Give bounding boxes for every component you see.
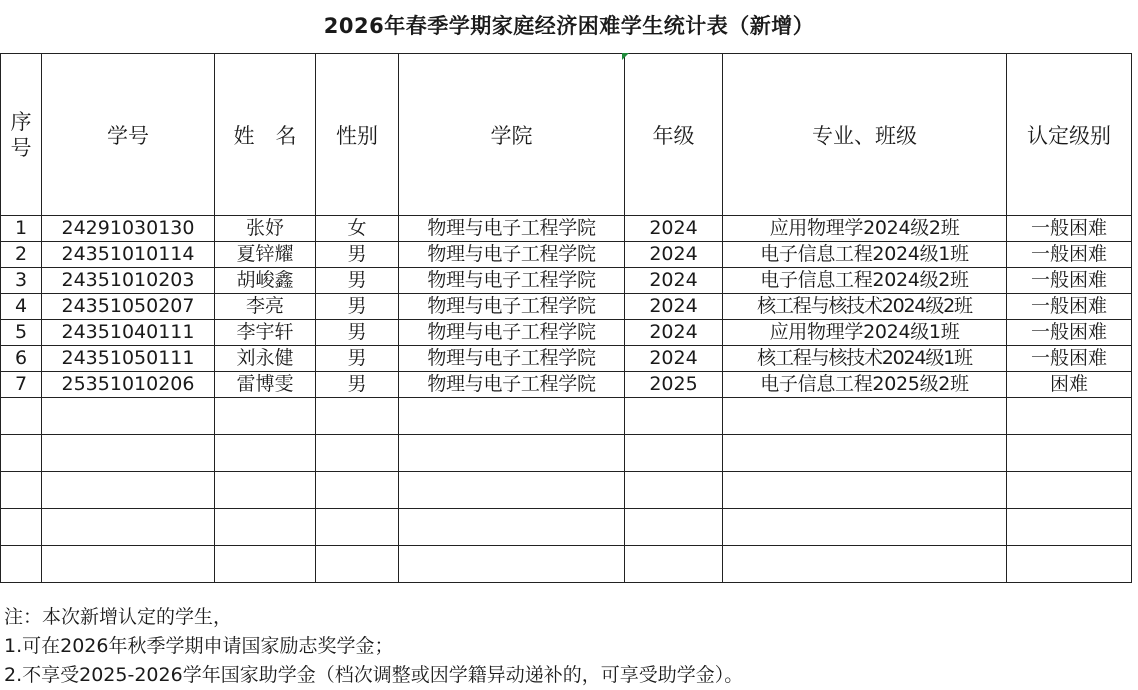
cell-name[interactable]: 胡峻鑫 (215, 268, 316, 294)
cell-college[interactable]: 物理与电子工程学院 (399, 294, 625, 320)
cell-seq[interactable]: 5 (1, 320, 42, 346)
sheet-title: 2026年春季学期家庭经济困难学生统计表（新增） (323, 14, 815, 38)
cell-major-class[interactable]: 电子信息工程2024级1班 (723, 242, 1007, 268)
cell-seq[interactable]: 6 (1, 346, 42, 372)
header-name[interactable]: 姓 名 (215, 54, 316, 216)
cell-college[interactable]: 物理与电子工程学院 (399, 268, 625, 294)
empty-cell[interactable] (316, 472, 399, 509)
cell-college[interactable]: 物理与电子工程学院 (399, 320, 625, 346)
empty-cell[interactable] (1, 398, 42, 435)
cell-grade[interactable]: 2024 (625, 294, 723, 320)
empty-cell[interactable] (42, 546, 215, 583)
note-line: 1.可在2026年秋季学期申请国家励志奖学金； (4, 635, 394, 657)
cell-level[interactable]: 一般困难 (1007, 242, 1132, 268)
cell-grade[interactable]: 2024 (625, 242, 723, 268)
header-row (1, 54, 1132, 216)
cell-student-id[interactable]: 24291030130 (42, 216, 215, 242)
cell-gender[interactable]: 男 (316, 242, 399, 268)
empty-row (1, 472, 1132, 509)
empty-cell[interactable] (215, 435, 316, 472)
table-row (1, 294, 1132, 320)
cell-gender[interactable]: 女 (316, 216, 399, 242)
cell-student-id[interactable]: 24351010203 (42, 268, 215, 294)
student-table (0, 53, 1132, 583)
cell-seq[interactable]: 2 (1, 242, 42, 268)
empty-row (1, 398, 1132, 435)
cell-name[interactable]: 李亮 (215, 294, 316, 320)
cell-major-class[interactable]: 核工程与核技术2024级1班 (723, 346, 1007, 372)
empty-row (1, 435, 1132, 472)
cell-grade[interactable]: 2024 (625, 320, 723, 346)
empty-cell[interactable] (723, 509, 1007, 546)
empty-cell[interactable] (1, 509, 42, 546)
cell-college[interactable]: 物理与电子工程学院 (399, 216, 625, 242)
cell-seq[interactable]: 3 (1, 268, 42, 294)
header-seq[interactable] (1, 54, 42, 216)
empty-cell[interactable] (625, 472, 723, 509)
empty-cell[interactable] (625, 509, 723, 546)
header-grade[interactable]: 年级 (625, 54, 723, 216)
cell-grade[interactable]: 2024 (625, 216, 723, 242)
table-row (1, 268, 1132, 294)
empty-cell[interactable] (316, 509, 399, 546)
empty-cell[interactable] (1, 435, 42, 472)
empty-cell[interactable] (1007, 435, 1132, 472)
header-student-id[interactable]: 学号 (42, 54, 215, 216)
empty-cell[interactable] (1007, 546, 1132, 583)
cell-grade[interactable]: 2024 (625, 346, 723, 372)
empty-cell[interactable] (316, 398, 399, 435)
empty-cell[interactable] (399, 546, 625, 583)
note-line: 注：本次新增认定的学生， (4, 606, 233, 628)
cell-gender[interactable]: 男 (316, 294, 399, 320)
table-row (1, 216, 1132, 242)
header-college[interactable]: 学院 (399, 54, 625, 216)
empty-cell[interactable] (42, 398, 215, 435)
cell-student-id[interactable]: 24351050111 (42, 346, 215, 372)
header-gender[interactable]: 性别 (316, 54, 399, 216)
empty-cell[interactable] (42, 509, 215, 546)
cell-major-class[interactable]: 应用物理学2024级2班 (723, 216, 1007, 242)
table-row (1, 372, 1132, 398)
cell-grade[interactable]: 2024 (625, 268, 723, 294)
cell-comment-marker (622, 53, 629, 60)
cell-level[interactable]: 一般困难 (1007, 346, 1132, 372)
cell-level[interactable]: 困难 (1007, 372, 1132, 398)
empty-row (1, 509, 1132, 546)
cell-college[interactable]: 物理与电子工程学院 (399, 242, 625, 268)
cell-major-class[interactable]: 核工程与核技术2024级2班 (723, 294, 1007, 320)
empty-cell[interactable] (625, 398, 723, 435)
empty-cell[interactable] (215, 472, 316, 509)
empty-cell[interactable] (723, 398, 1007, 435)
header-seq-line1: 序 (10, 109, 32, 134)
notes-block (4, 603, 743, 690)
empty-cell[interactable] (1007, 509, 1132, 546)
table-row (1, 242, 1132, 268)
empty-cell[interactable] (399, 435, 625, 472)
cell-name[interactable]: 李宇轩 (215, 320, 316, 346)
cell-seq[interactable]: 4 (1, 294, 42, 320)
cell-grade[interactable]: 2025 (625, 372, 723, 398)
cell-gender[interactable]: 男 (316, 346, 399, 372)
cell-level[interactable]: 一般困难 (1007, 268, 1132, 294)
cell-level[interactable]: 一般困难 (1007, 320, 1132, 346)
empty-cell[interactable] (1007, 398, 1132, 435)
cell-student-id[interactable]: 24351010114 (42, 242, 215, 268)
cell-level[interactable]: 一般困难 (1007, 216, 1132, 242)
empty-row (1, 546, 1132, 583)
header-level[interactable]: 认定级别 (1007, 54, 1132, 216)
empty-cell[interactable] (1007, 472, 1132, 509)
empty-cell[interactable] (1, 546, 42, 583)
cell-gender[interactable]: 男 (316, 372, 399, 398)
empty-cell[interactable] (215, 546, 316, 583)
cell-name[interactable]: 雷博雯 (215, 372, 316, 398)
cell-major-class[interactable]: 电子信息工程2024级2班 (723, 268, 1007, 294)
cell-name[interactable]: 刘永健 (215, 346, 316, 372)
cell-student-id[interactable]: 25351010206 (42, 372, 215, 398)
cell-seq[interactable]: 7 (1, 372, 42, 398)
cell-college[interactable]: 物理与电子工程学院 (399, 346, 625, 372)
empty-cell[interactable] (42, 472, 215, 509)
empty-cell[interactable] (399, 398, 625, 435)
empty-cell[interactable] (399, 472, 625, 509)
note-line: 2.不享受2025-2026学年国家助学金（档次调整或因学籍异动递补的，可享受助学金）。 (4, 664, 744, 686)
cell-seq[interactable]: 1 (1, 216, 42, 242)
cell-gender[interactable]: 男 (316, 320, 399, 346)
cell-major-class[interactable]: 电子信息工程2025级2班 (723, 372, 1007, 398)
cell-level[interactable]: 一般困难 (1007, 294, 1132, 320)
empty-cell[interactable] (723, 435, 1007, 472)
empty-cell[interactable] (215, 509, 316, 546)
empty-cell[interactable] (625, 435, 723, 472)
header-major-class[interactable]: 专业、班级 (723, 54, 1007, 216)
empty-cell[interactable] (215, 398, 316, 435)
empty-cell[interactable] (316, 546, 399, 583)
empty-cell[interactable] (625, 546, 723, 583)
table-row (1, 346, 1132, 372)
cell-gender[interactable]: 男 (316, 268, 399, 294)
cell-college[interactable]: 物理与电子工程学院 (399, 372, 625, 398)
cell-name[interactable]: 张妤 (215, 216, 316, 242)
empty-cell[interactable] (316, 435, 399, 472)
empty-cell[interactable] (42, 435, 215, 472)
empty-cell[interactable] (399, 509, 625, 546)
header-seq-line2: 号 (10, 135, 32, 160)
cell-student-id[interactable]: 24351050207 (42, 294, 215, 320)
cell-major-class[interactable]: 应用物理学2024级1班 (723, 320, 1007, 346)
cell-student-id[interactable]: 24351040111 (42, 320, 215, 346)
empty-cell[interactable] (723, 472, 1007, 509)
table-row (1, 320, 1132, 346)
empty-cell[interactable] (1, 472, 42, 509)
cell-name[interactable]: 夏锌耀 (215, 242, 316, 268)
empty-cell[interactable] (723, 546, 1007, 583)
